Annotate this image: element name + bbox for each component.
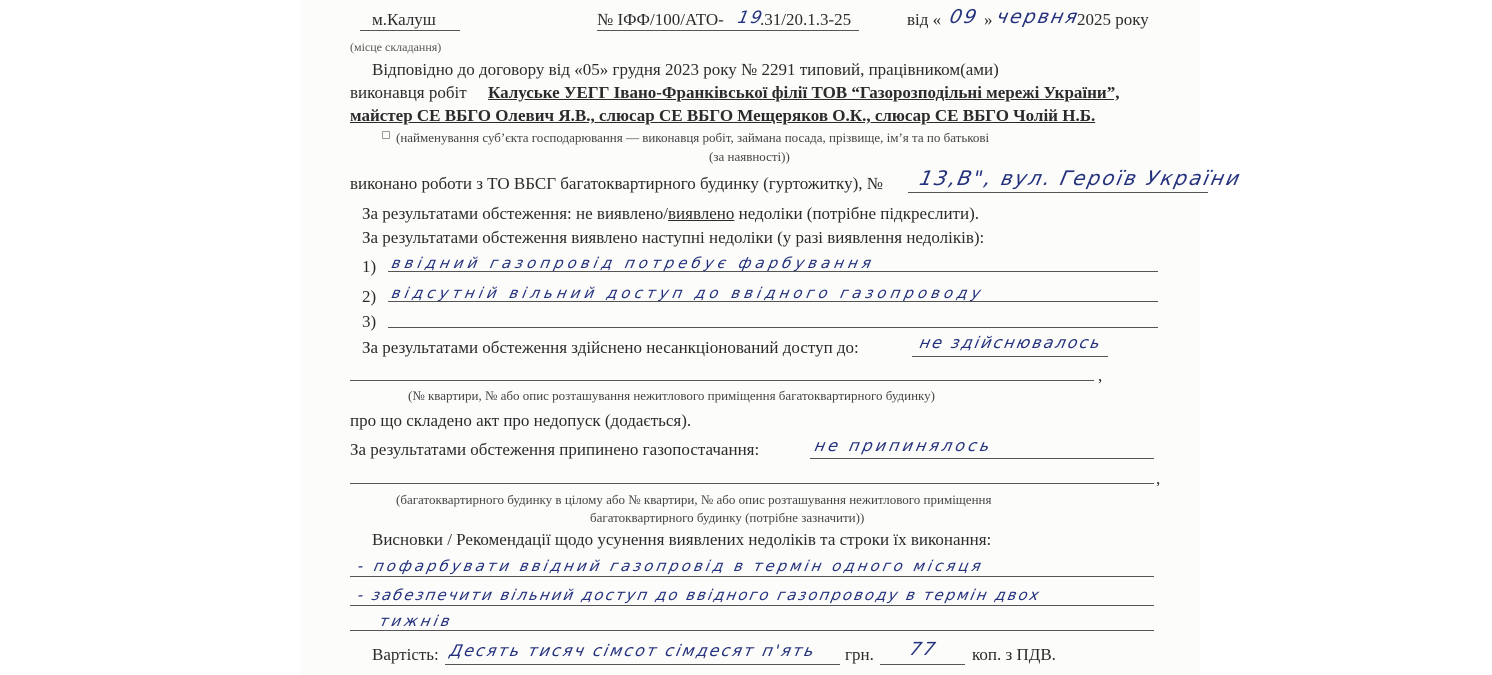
act-number-underline	[597, 30, 859, 31]
address-underline	[908, 192, 1208, 193]
cost-label: Вартість:	[372, 645, 439, 664]
cost-kop-handwritten: 77	[907, 639, 940, 660]
defect-3-num: 3)	[362, 312, 377, 331]
place: м.Калуш	[372, 10, 436, 29]
act-number-suffix: .31/20.1.3-25	[760, 10, 852, 29]
results-line-2: За результатами обстеження виявлено наступні недоліки (у разі виявлення недоліків):	[362, 228, 985, 247]
access-after: про що складено акт про недопуск (додається).	[350, 411, 692, 430]
defect-2-line	[388, 301, 1158, 302]
date-prefix: від «	[907, 10, 942, 29]
access-handwritten: не здійснювалось	[917, 333, 1105, 352]
results-detected-underlined: виявлено	[668, 204, 735, 223]
results-line-1-suffix: недоліки (потрібне підкреслити).	[734, 204, 979, 223]
gas-caption-1: (багатоквартирного будинку в цілому або № квартири, № або опис розташування нежитлового приміщення	[396, 492, 992, 507]
works-address-handwritten: 13,В", вул. Героїв України	[917, 166, 1245, 190]
defect-2-num: 2)	[362, 287, 377, 306]
intro-caption-2: (за наявності))	[709, 149, 790, 164]
place-underline	[360, 30, 460, 31]
cost-kop-underline	[880, 664, 965, 665]
access-caption: (№ квартири, № або опис розташування нежитлового приміщення багатоквартирного будинку)	[408, 388, 935, 403]
results-line-1-prefix: За результатами обстеження: не виявлено/	[362, 204, 669, 223]
conclusion-rule-1	[350, 576, 1154, 577]
cost-uah-underline	[445, 664, 840, 665]
results-line-1	[362, 204, 979, 224]
date-close: »	[984, 10, 993, 29]
conclusion-line-3: тижнів	[378, 612, 455, 630]
conclusion-line-1: - пофарбувати ввідний газопровід в термін одного місяця	[356, 557, 986, 575]
date-month-handwritten: червня	[994, 6, 1082, 28]
defect-1-text: ввідний газопровід потребує фарбування	[390, 254, 878, 272]
access-blank-line	[350, 380, 1094, 381]
defect-3-line	[388, 327, 1158, 328]
gas-blank-line	[350, 483, 1154, 484]
intro-line-1: Відповідно до договору від «05» грудня 2023 року № 2291 типовий, працівником(ами)	[372, 60, 999, 79]
act-number-prefix: № ІФФ/100/АТО-	[597, 10, 724, 29]
cost-uah-label: грн.	[845, 645, 874, 664]
gas-handwritten: не припинялось	[812, 436, 995, 455]
access-underline	[912, 356, 1108, 357]
intro-company: Калуське УЕГГ Івано-Франківської філії ТОВ “Газорозподільні мережі України”,	[488, 83, 1120, 102]
conclusion-line-2: - забезпечити вільний доступ до ввідного газопроводу в термін двох	[356, 586, 1043, 604]
place-caption: (місце складання)	[350, 40, 442, 54]
intro-workers: майстер СЕ ВБГО Олевич Я.В., слюсар СЕ ВБГО Мещеряков О.К., слюсар СЕ ВБГО Чолій Н.Б.	[350, 106, 1096, 125]
date-day-handwritten: 09	[947, 6, 981, 28]
date-year: 2025 року	[1077, 10, 1149, 29]
conclusion-rule-3	[350, 630, 1154, 631]
cost-kop-label: коп. з ПДВ.	[972, 645, 1056, 664]
works-text: виконано роботи з ТО ВБСГ багатоквартирного будинку (гуртожитку), №	[350, 174, 883, 193]
cost-uah-handwritten: Десять тисяч сімсот сімдесят п'ять	[447, 641, 818, 660]
intro-contractor-label: виконавця робіт	[350, 83, 467, 102]
defect-1-line	[388, 271, 1158, 272]
checkbox-mark	[382, 131, 390, 139]
gas-underline	[810, 458, 1154, 459]
access-text: За результатами обстеження здійснено несанкціонований доступ до:	[362, 338, 859, 357]
conclusions-title: Висновки / Рекомендації щодо усунення виявлених недоліків та строки їх виконання:	[372, 530, 992, 549]
access-comma: ,	[1098, 366, 1103, 385]
conclusion-rule-2	[350, 605, 1154, 606]
defect-2-text: відсутній вільний доступ до ввідного газопроводу	[390, 284, 987, 302]
document-page	[300, 0, 1245, 675]
gas-text: За результатами обстеження припинено газопостачання:	[350, 440, 760, 459]
act-number-handwritten: 19	[735, 8, 766, 28]
intro-caption-1: (найменування суб’єкта господарювання — виконавця робіт, займана посада, прізвище, ім’я та по батькові	[396, 130, 990, 145]
gas-caption-2: багатоквартирного будинку (потрібне зазначити))	[590, 510, 865, 525]
defect-1-num: 1)	[362, 257, 377, 276]
gas-comma: ,	[1156, 469, 1161, 488]
